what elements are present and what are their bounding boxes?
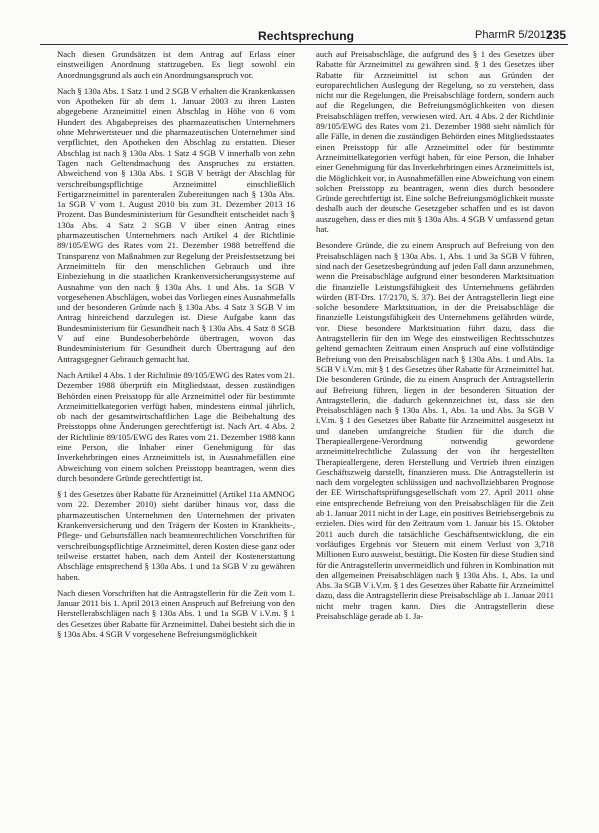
paragraph: Nach diesen Vorschriften hat die Antragstellerin für die Zeit vom 1. Januar 2011 bis 1. April 2013 einen Anspruch auf Befreiung von den Herstellerabschlägen nach § 130a Abs. 1 und 1a SGB V i.V.m. § 1 des Gesetzes über Rabatte für Arzneimittel. Dabei besteht sich die in § 130a Abs. 4 SGB V vorgesehene Befreiungsmöglichkeit <box>57 587 295 640</box>
paragraph: Nach § 130a Abs. 1 Satz 1 und 2 SGB V erhalten die Krankenkassen von Apotheken für ab dem 1. Januar 2003 zu ihren Lasten abgegebene Arzneimittel einen Abschlag in Höhe von 6 vom Hundert des Abgabepreises des pharmazeutischen Unternehmers ohne Mehrwertsteuer und die pharmazeutischen Unternehmer sind verpflichtet, den Apotheken den Abschlag zu erstatten. Dieser Abschlag ist nach § 130a Abs. 1 Satz 4 SGB V innerhalb von zehn Tagen nach Geltendmachung des Anspruches zu erstatten. Abweichend von § 130a Abs. 1 SGB V beträgt der Abschlag für verschreibungspflichtige Arzneimittel einschließlich Fertigarzneimittel in parenteralen Zubereitungen nach § 130a Abs. 1a SGB V vom 1. August 2010 bis zum 31. Dezember 2013 16 Prozent. Das Bundesministerium für Gesundheit entscheidet nach § 130a Abs. 4 Satz 2 SGB V über einen Antrag eines pharmazeutischen Unternehmers nach Artikel 4 der Richtlinie 89/105/EWG des Rates vom 21. Dezember 1988 betreffend die Transparenz von Maßnahmen zur Regelung der Preisfestsetzung bei Arzneimitteln für den menschlichen Gebrauch und ihre Einbeziehung in die staatlichen Krankenversicherungssysteme auf Ausnahme von den nach § 130a Abs. 1 und Abs. 1a SGB V vorgesehenen Abschlägen, wobei das Vorliegen eines Ausnahmefalls und der besonderen Gründe nach § 130a Abs. 4 Satz 3 SGB V im Antrag hinreichend darzulegen ist. Diese Aufgabe kann das Bundesministerium für Gesundheit nach § 130a Abs. 4 Satz 8 SGB V auf eine Bundesoberbehörde übertragen, wovon das Bundesministerium für Gesundheit durch Übertragung auf den Antragsgegner Gebrauch gemacht hat. <box>57 85 295 364</box>
journal-issue: PharmR 5/2017 <box>475 29 553 41</box>
paragraph: Nach diesen Grundsätzen ist dem Antrag auf Erlass einer einstweiligen Anordnung stattzugeben. Es liegt sowohl ein Anordnungsgrund als auch ein Anordnungsanspruch vor. <box>57 49 295 80</box>
paragraph: Nach Artikel 4 Abs. 1 der Richtlinie 89/105/EWG des Rates vom 21. Dezember 1988 überprüft ein Mitgliedstaat, dessen zuständigen Behörden einen Preisstopp für alle Arzneimittel oder für bestimmte Arzneimittelkategorien verfügt haben, mindestens einmal jährlich, ob nach der gesamtwirtschaftlichen Lage die Beibehaltung des Preisstopps ohne Änderungen gerechtfertigt ist. Nach Art. 4 Abs. 2 der Richtlinie 89/105/EWG des Rates vom 21. Dezember 1988 kann eine Person, die Inhaber einer Genehmigung für das Inverkehrbringen eines Arzneimittels ist, in Ausnahmefällen eine Abweichung von einem solchen Preisstopp beantragen, wenn dies durch besondere Gründe gerechtfertigt ist. <box>57 369 295 483</box>
header-rule <box>40 44 568 45</box>
paragraph: Besondere Gründe, die zu einem Anspruch auf Befreiung von den Preisabschlägen nach § 130a Abs. 1, Abs. 1 und 3a SGB V führen, sind nach der Gesetzesbegründung auf jeden Fall dann anzunehmen, wenn die Preisabschläge aufgrund einer besonderen Marktsituation die finanzielle Leistungsfähigkeit des Unternehmens gefährden würden (BT-Drs. 17/2170, S. 37). Bei der Antragstellerin liegt eine solche besondere Marktsituation, in der die Preisabschläge die finanzielle Leistungsfähigkeit des Unternehmens gefährden würde, vor. Diese besondere Marktsituation führt dazu, dass die Antragstellerin für den im Wege des einstweiligen Rechtsschutzes geltend gemachten Zeitraum einen Anspruch auf eine vollständige Befreiung von den Preisabschlägen nach § 130a Abs. 1 und Abs. 1a SGB V i.V.m. mit § 1 des Gesetzes über Rabatte für Arzneimittel hat. Die besonderen Gründe, die zu einem Anspruch der Antragstellerin auf Befreiung führen, liegen in der besonderen Situation der Antragstellerin, die dadurch gekennzeichnet ist, dass sie den Preisabschlägen nach § 130a Abs. 1, Abs. 1a und Abs. 3a SGB V i.V.m. § 1 des Gesetzes über Rabatte für Arzneimittel ausgesetzt ist und daneben umfangreiche Studien für die durch die Therapieallergene-Verordnung notwendig gewordene arzneimittelrechtliche Zulassung der von ihr hergestellten Therapieallergene, deren Herstellung und Vertrieb ihren einzigen Geschäftszweig darstellt, finanzieren muss. Die Antragstellerin ist nach dem vorgelegten schlüssigen und nachvollziehbaren Prognose der EE Wirtschaftsprüfungsgesellschaft vom 27. April 2011 ohne eine entsprechende Befreiung von den Preisabschlägen für die Zeit ab 1. Januar 2011 nicht in der Lage, ein positives Betriebsergebnis zu erzielen. Dies wird für den Zeitraum vom 1. Januar bis 15. Oktober 2011 auch durch die tatsächliche Geschäftsentwicklung, die ein vorläufiges Ergebnis vor Steuern mit einem Verlust von 3,718 Millionen Euro ausweist, bestätigt. Die Kosten für diese Studien sind für die Antragstellerin unvermeidlich und führen in Kombination mit den allgemeinen Preisabschlägen nach § 130a Abs. 1, Abs. 1a und Abs. 3a SGB V i.V.m. § 1 des Gesetzes über Rabatte für Arzneimittel dazu, dass die Antragstellerin diese Preisabschläge ab 1. Januar 2011 nicht mehr tragen kann. Dies die Antragstellerin diese Preisabschläge gerade ab 1. Ja- <box>316 240 554 622</box>
right-column <box>316 49 554 627</box>
page-number: 235 <box>546 28 567 42</box>
paragraph: § 1 des Gesetzes über Rabatte für Arzneimittel (Artikel 11a AMNOG vom 22. Dezember 2010) sieht darüber hinaus vor, dass die pharmazeutischen Unternehmen den Unternehmen der privaten Krankenversicherung und den Trägern der Kosten in Krankheits-, Pflege- und Geburtsfällen nach beamtenrechtlichen Vorschriften für verschreibungspflichtige Arzneimittel, deren Kosten diese ganz oder teilweise erstattet haben, nach dem Anteil der Kostenerstattung Abschläge entsprechend § 130a Abs. 1 und 1a SGB V zu gewähren haben. <box>57 489 295 582</box>
paragraph: auch auf Preisabschläge, die aufgrund des § 1 des Gesetzes über Rabatte für Arzneimittel zu gewähren sind. § 1 des Gesetzes über Rabatte für Arzneimittel ist schon aus Gründen der europarechtlichen Auslegung der Regelung, so zu verstehen, dass nicht nur die Regelungen, die Preisabschläge fordern, sondern auch auf die Regelungen, die Befreiungsmöglichkeiten von diesen Preisabschlägen treffen, verwiesen wird. Art. 4 Abs. 2 der Richtlinie 89/105/EWG des Rates vom 21. Dezember 1988 sieht nämlich für alle Fälle, in denen die zuständigen Behörden eines Mitgliedsstaates einen Preisstopp für alle Arzneimittel oder für bestimmte Arzneimittelkategorien verfügt haben, für eine Person, die Inhaber einer Genehmigung für das Inverkehrbringen eines Arzneimittels ist, die Möglichkeit vor, in Ausnahmefällen eine Abweichung von einem solchen Preisstopp zu beantragen, wenn dies durch besondere Gründe gerechtfertigt ist. Eine solche Befreiungsmöglichkeit musste deshalb auch der deutsche Gesetzgeber schaffen und es ist davon auszugehen, dass er dies mit § 130a Abs. 4 SGB V umfassend getan hat. <box>316 49 554 235</box>
section-title: Rechtsprechung <box>258 29 355 43</box>
left-column <box>57 49 295 645</box>
